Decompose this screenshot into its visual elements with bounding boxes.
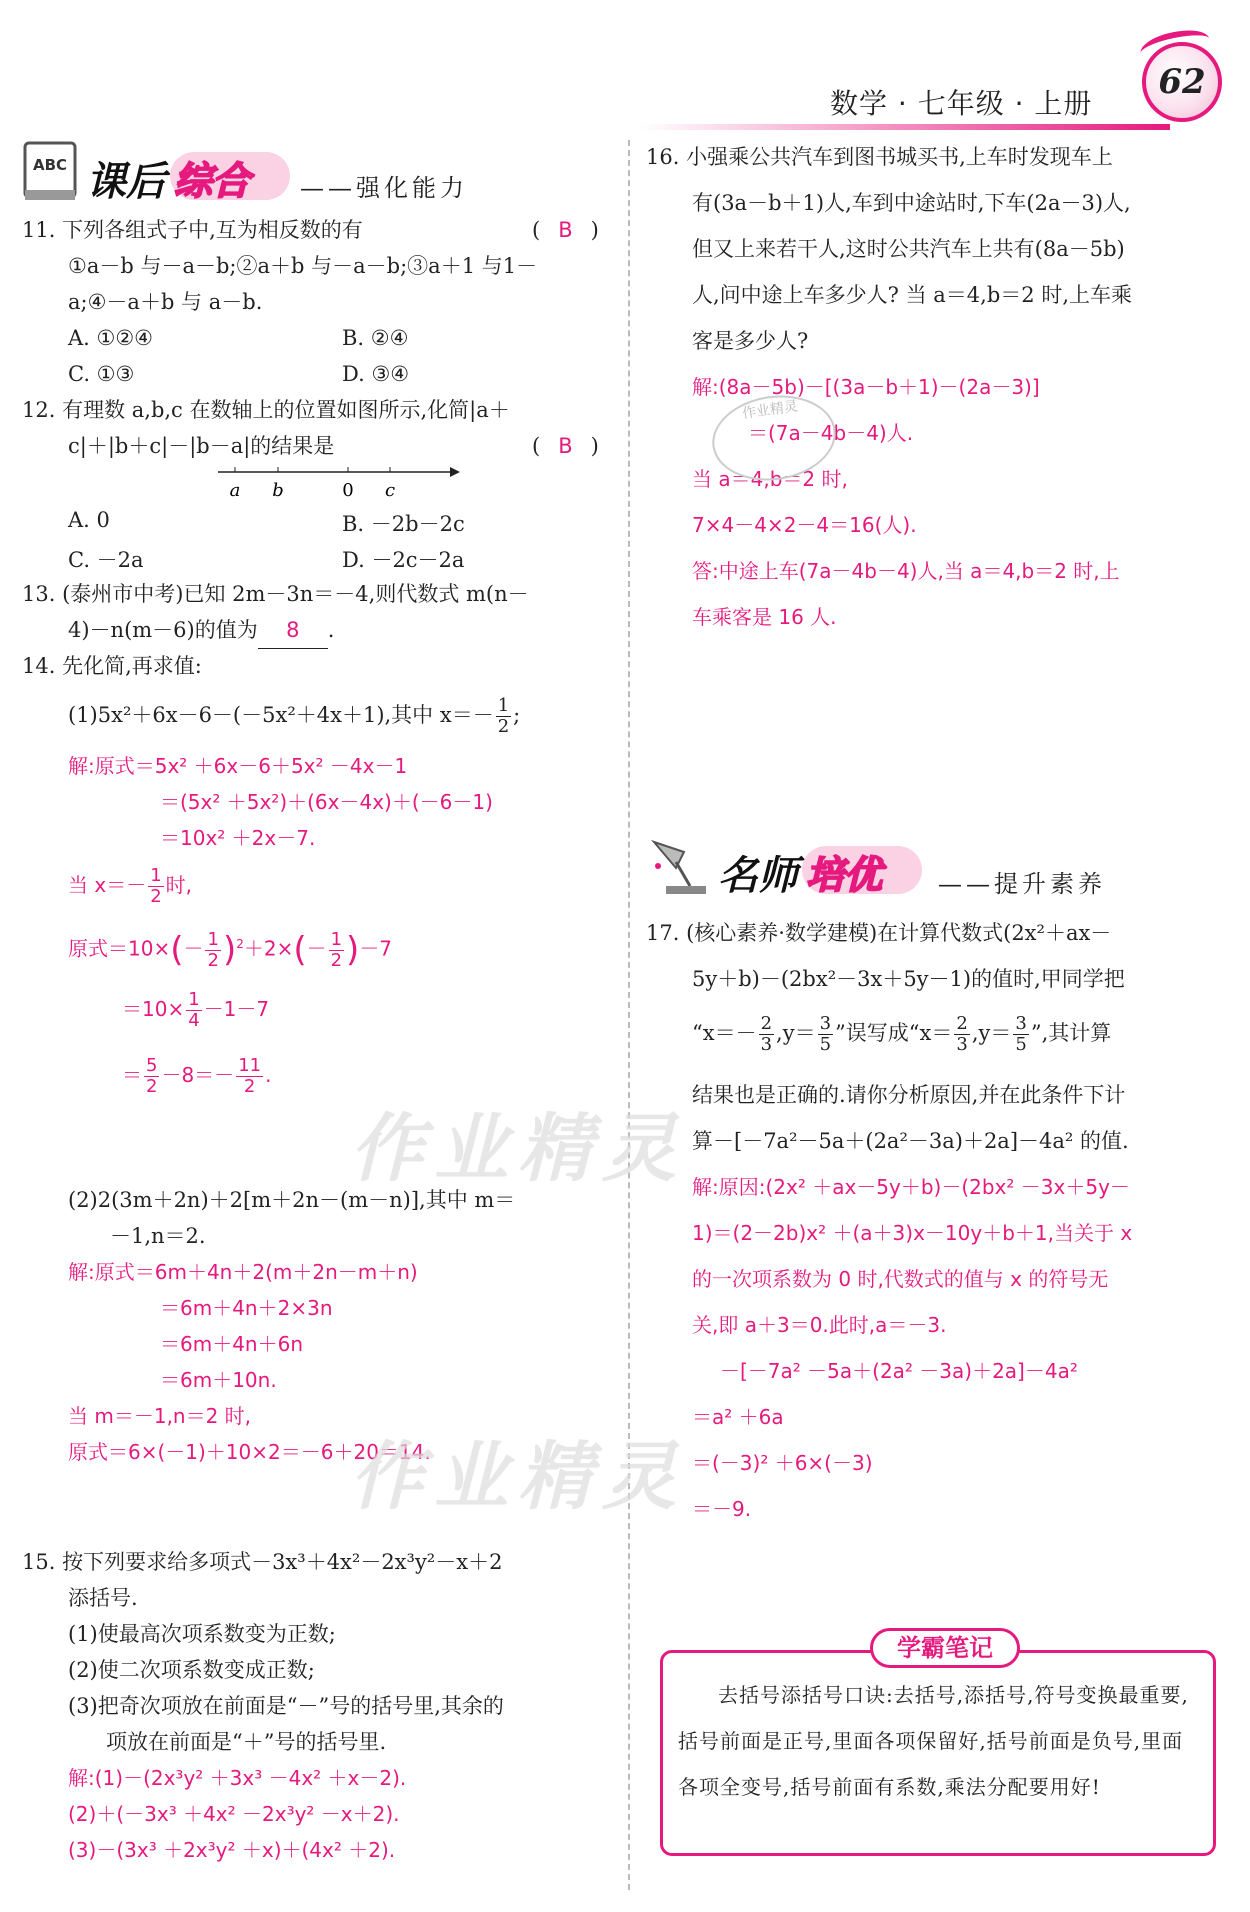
- frac-den: 2: [243, 1076, 256, 1097]
- q14-s2-line1: 解:原式＝6m＋4n＋2(m＋2n－m＋n): [68, 1260, 418, 1284]
- q11-choice-b: B. ②④: [342, 326, 409, 350]
- page-number-badge: 62: [1142, 42, 1222, 122]
- q14-s1-when: [68, 866, 192, 907]
- frac-den: 2: [497, 716, 510, 737]
- q16-line1: 16. 小强乘公共汽车到图书城买书,上车时发现车上: [646, 145, 1113, 169]
- q16-line3: 但又上来若干人,这时公共汽车上共有(8a－5b): [692, 237, 1125, 261]
- q14-s2-line5: 当 m＝－1,n＝2 时,: [68, 1404, 252, 1428]
- column-divider: [628, 140, 630, 1890]
- q13-line2-b: .: [327, 618, 335, 642]
- q14-s1-line2: ＝(5x² ＋5x²)＋(6x－4x)＋(－6－1): [160, 790, 493, 814]
- q11-answer-bracket: ( B ): [532, 218, 599, 242]
- frac-num: 11: [238, 1055, 262, 1076]
- q17-line3-b: ,y＝: [776, 1021, 816, 1045]
- q13-line2-a: 4)－n(m－6)的值为: [68, 618, 258, 642]
- q16-line4: 人,问中途上车多少人? 当 a＝4,b＝2 时,上车乘: [692, 283, 1132, 307]
- number-line: [210, 462, 460, 502]
- frac-11-2: [236, 1056, 263, 1097]
- q16-line5: 客是多少人?: [692, 329, 809, 353]
- q17-line1: 17. (核心素养·数学建模)在计算代数式(2x²＋ax－: [646, 921, 1112, 945]
- q16-ans-2: ＝(7a－4b－4)人.: [748, 421, 914, 445]
- frac-num: 1: [150, 865, 162, 886]
- axis-label-c: c: [384, 480, 396, 501]
- q15-line1: 15. 按下列要求给多项式－3x³＋4x²－2x³y²－x＋2: [22, 1550, 503, 1574]
- q14-s1-when-text: 当 x＝－: [68, 873, 147, 897]
- q15-line3: (1)使最高次项系数变为正数;: [68, 1622, 336, 1646]
- frac-den: 2: [330, 949, 343, 971]
- q14-s1-when-tail: 时,: [165, 873, 193, 897]
- frac-num: 3: [1015, 1013, 1027, 1034]
- q17-ans-4: 关,即 a＋3＝0.此时,a＝－3.: [692, 1313, 947, 1337]
- axis-label-b: b: [272, 480, 284, 501]
- frac-2-3: [759, 1014, 774, 1055]
- q15-line2: 添括号.: [68, 1586, 138, 1610]
- banner-right-title-black: 名师: [718, 853, 798, 899]
- q14-stem: 14. 先化简,再求值:: [22, 654, 202, 678]
- frac-num: 2: [956, 1013, 968, 1034]
- q14-s1-line3: ＝10x² ＋2x－7.: [160, 826, 316, 850]
- q14-s1-step2-a: ＝10×: [122, 997, 185, 1021]
- q14-part2: (2)2(3m＋2n)＋2[m＋2n－(m－n)],其中 m＝: [68, 1188, 516, 1212]
- q17-ans-2: 1)＝(2－2b)x² ＋(a＋3)x－10y＋b＋1,当关于 x: [692, 1221, 1133, 1245]
- banner-right-subtitle: ——提升素养: [938, 870, 1106, 898]
- q17-ans-8: ＝－9.: [692, 1497, 752, 1521]
- q17-line3-a: “x＝－: [692, 1021, 757, 1045]
- q15-line5: (3)把奇次项放在前面是“－”号的括号里,其余的: [68, 1694, 504, 1718]
- q11-choice-d: D. ③④: [342, 362, 410, 386]
- q14-part1-frac: [496, 696, 511, 737]
- q14-part1: [68, 696, 520, 737]
- q13-line1: 13. (泰州市中考)已知 2m－3n＝－4,则代数式 m(n－: [22, 582, 529, 606]
- q14-part1-text: (1)5x²＋6x－6－(－5x²＋4x＋1),其中 x＝－: [68, 703, 494, 727]
- q14-s2-line6: 原式＝6×(－1)＋10×2＝－6＋20＝14.: [68, 1440, 431, 1464]
- frac-den: 2: [146, 1076, 158, 1097]
- frac-num: 1: [188, 989, 200, 1010]
- section-banner-right: [646, 834, 1226, 914]
- frac-1-2: [329, 930, 344, 971]
- q13-line2: [68, 612, 334, 649]
- q14-s1-orig-a: 原式＝10×: [68, 936, 171, 961]
- frac-den: 2: [150, 886, 162, 907]
- q16-ans-3: 当 a＝4,b＝2 时,: [692, 467, 848, 491]
- q14-s1-step2-b: －1－7: [203, 997, 270, 1021]
- q14-s2-line4: ＝6m＋10n.: [160, 1368, 277, 1392]
- q14-s1-orig: 原式＝10×(－ $\frac{1}{2}$ )$^2$＋2×(－ $\frac{1}{2}$ )－7: [68, 928, 393, 971]
- q11-answer: B: [558, 218, 573, 242]
- q17-line3: [692, 1010, 1111, 1056]
- q16-ans-1: 解:(8a－5b)－[(3a－b＋1)－(2a－3)]: [692, 375, 1040, 399]
- axis-label-0: 0: [342, 480, 354, 501]
- q16-ans-5: 答:中途上车(7a－4b－4)人,当 a＝4,b＝2 时,上: [692, 559, 1120, 583]
- q11-choice-c: C. ①③: [68, 362, 135, 386]
- watermark-stamp: 作业精灵: [707, 388, 841, 488]
- q11-choice-a: A. ①②④: [68, 326, 153, 350]
- frac-den: 3: [760, 1034, 773, 1055]
- q11-line3: a;④－a＋b 与 a－b.: [68, 290, 263, 314]
- q14-part1-tail: ;: [513, 703, 521, 727]
- q12-choice-b: B. －2b－2c: [342, 512, 465, 536]
- axis-label-a: a: [229, 480, 241, 501]
- frac-1-2: [205, 930, 220, 971]
- frac-den: 2: [207, 949, 219, 971]
- q12-choice-d: D. －2c－2a: [342, 548, 465, 572]
- q17-line4: 结果也是正确的.请你分析原因,并在此条件下计: [692, 1083, 1126, 1107]
- q17-line5: 算－[－7a²－5a＋(2a²－3a)＋2a]－4a² 的值.: [692, 1129, 1129, 1153]
- frac-den: 5: [819, 1034, 832, 1055]
- frac-3-5: [818, 1014, 833, 1055]
- frac-2-3: [954, 1014, 969, 1055]
- q15-line6: 项放在前面是“＋”号的括号里.: [106, 1730, 387, 1754]
- frac-num: 1: [497, 695, 510, 716]
- q17-line3-c: ”误写成“x＝: [835, 1021, 953, 1045]
- q11-stem: 11. 下列各组式子中,互为相反数的有: [22, 218, 363, 242]
- q13-answer: 8: [258, 612, 328, 649]
- q11-line2: ①a－b 与－a－b;②a＋b 与－a－b;③a＋1 与1－: [68, 254, 538, 278]
- svg-text:ABC: ABC: [32, 156, 68, 174]
- frac-3-5: [1013, 1014, 1028, 1055]
- header-rule: [640, 124, 1170, 130]
- q12-answer: B: [558, 434, 573, 458]
- frac-1-2: [148, 866, 163, 907]
- study-note-text: 去括号添括号口诀:去括号,添括号,符号变换最重要,括号前面是正号,里面各项保留好,括号前面是负号,里面各项全变号,括号前面有系数,乘法分配要用好!: [678, 1683, 1189, 1799]
- q14-s1-step3-b: .: [265, 1063, 272, 1087]
- q12-line2: c|＋|b＋c|－|b－a|的结果是: [68, 434, 335, 458]
- frac-num: 3: [819, 1013, 832, 1034]
- banner-right-title-pink: 培优: [806, 853, 883, 897]
- q17-ans-3: 的一次项系数为 0 时,代数式的值与 x 的符号无: [692, 1267, 1109, 1291]
- q14-s1-orig-c: －7: [359, 936, 393, 961]
- watermark-1: 作业精灵: [350, 1106, 686, 1192]
- q14-s1-orig-b: ＋2×: [243, 936, 294, 961]
- q17-ans-5: －[－7a² －5a＋(2a² －3a)＋2a]－4a²: [720, 1359, 1078, 1383]
- q15-ans-2: (2)＋(－3x³ ＋4x² －2x³y² －x＋2).: [68, 1802, 400, 1826]
- q14-s1-step2: [122, 990, 269, 1031]
- abc-book-icon: [22, 140, 78, 204]
- q16-ans-6: 车乘客是 16 人.: [692, 605, 837, 629]
- q15-ans-1: 解:(1)－(2x³y² ＋3x³ －4x² ＋x－2).: [68, 1766, 407, 1790]
- q14-s1-line1: 解:原式＝5x² ＋6x－6＋5x² －4x－1: [68, 754, 408, 778]
- lamp-icon: [646, 834, 708, 900]
- banner-left-title-pink: 综合: [174, 159, 251, 203]
- watermark-2: 作业精灵: [350, 1434, 686, 1520]
- banner-left-subtitle: ——强化能力: [300, 174, 468, 202]
- q17-line2: 5y＋b)－(2bx²－3x＋5y－1)的值时,甲同学把: [692, 967, 1125, 991]
- frac-num: 5: [146, 1055, 158, 1076]
- q16-ans-4: 7×4－4×2－4＝16(人).: [692, 513, 917, 537]
- q17-line3-e: ”,其计算: [1030, 1021, 1112, 1045]
- q15-line4: (2)使二次项系数变成正数;: [68, 1658, 315, 1682]
- q12-answer-bracket: ( B ): [532, 434, 599, 458]
- q14-s2-line3: ＝6m＋4n＋6n: [160, 1332, 304, 1356]
- frac-num: 2: [760, 1013, 773, 1034]
- q16-line2: 有(3a－b＋1)人,车到中途站时,下车(2a－3)人,: [692, 191, 1131, 215]
- frac-5-2: [144, 1056, 159, 1097]
- q17-ans-7: ＝(－3)² ＋6×(－3): [692, 1451, 873, 1475]
- section-banner-left: [22, 140, 622, 220]
- q12-choice-a: A. 0: [68, 508, 110, 532]
- q17-ans-1: 解:原因:(2x² ＋ax－5y＋b)－(2bx² －3x＋5y－: [692, 1175, 1130, 1199]
- frac-den: 3: [956, 1034, 968, 1055]
- study-note-title: 学霸笔记: [870, 1628, 1020, 1668]
- q12-choice-c: C. －2a: [68, 548, 144, 572]
- q14-s1-step3-a: －8＝－: [161, 1063, 235, 1087]
- frac-den: 5: [1015, 1034, 1027, 1055]
- q14-s1-step3: ＝ $\frac{5}{2}$ －8＝－ $\frac{11}{2}$ .: [122, 1055, 272, 1097]
- q12-stem: 12. 有理数 a,b,c 在数轴上的位置如图所示,化简|a＋: [22, 398, 510, 422]
- q14-part2-line2: －1,n＝2.: [110, 1224, 206, 1248]
- frac-num: 1: [330, 928, 343, 950]
- banner-left-title-black: 课后: [86, 159, 166, 205]
- q14-s2-line2: ＝6m＋4n＋2×3n: [160, 1296, 333, 1320]
- subject-header: 数学 · 七年级 · 上册: [830, 87, 1093, 120]
- q15-ans-3: (3)－(3x³ ＋2x³y² ＋x)＋(4x² ＋2).: [68, 1838, 396, 1862]
- q17-line3-d: ,y＝: [971, 1021, 1012, 1045]
- frac-num: 1: [207, 928, 219, 950]
- frac-1-4: [186, 990, 201, 1031]
- q17-ans-6: ＝a² ＋6a: [692, 1405, 784, 1429]
- frac-den: 4: [188, 1010, 200, 1031]
